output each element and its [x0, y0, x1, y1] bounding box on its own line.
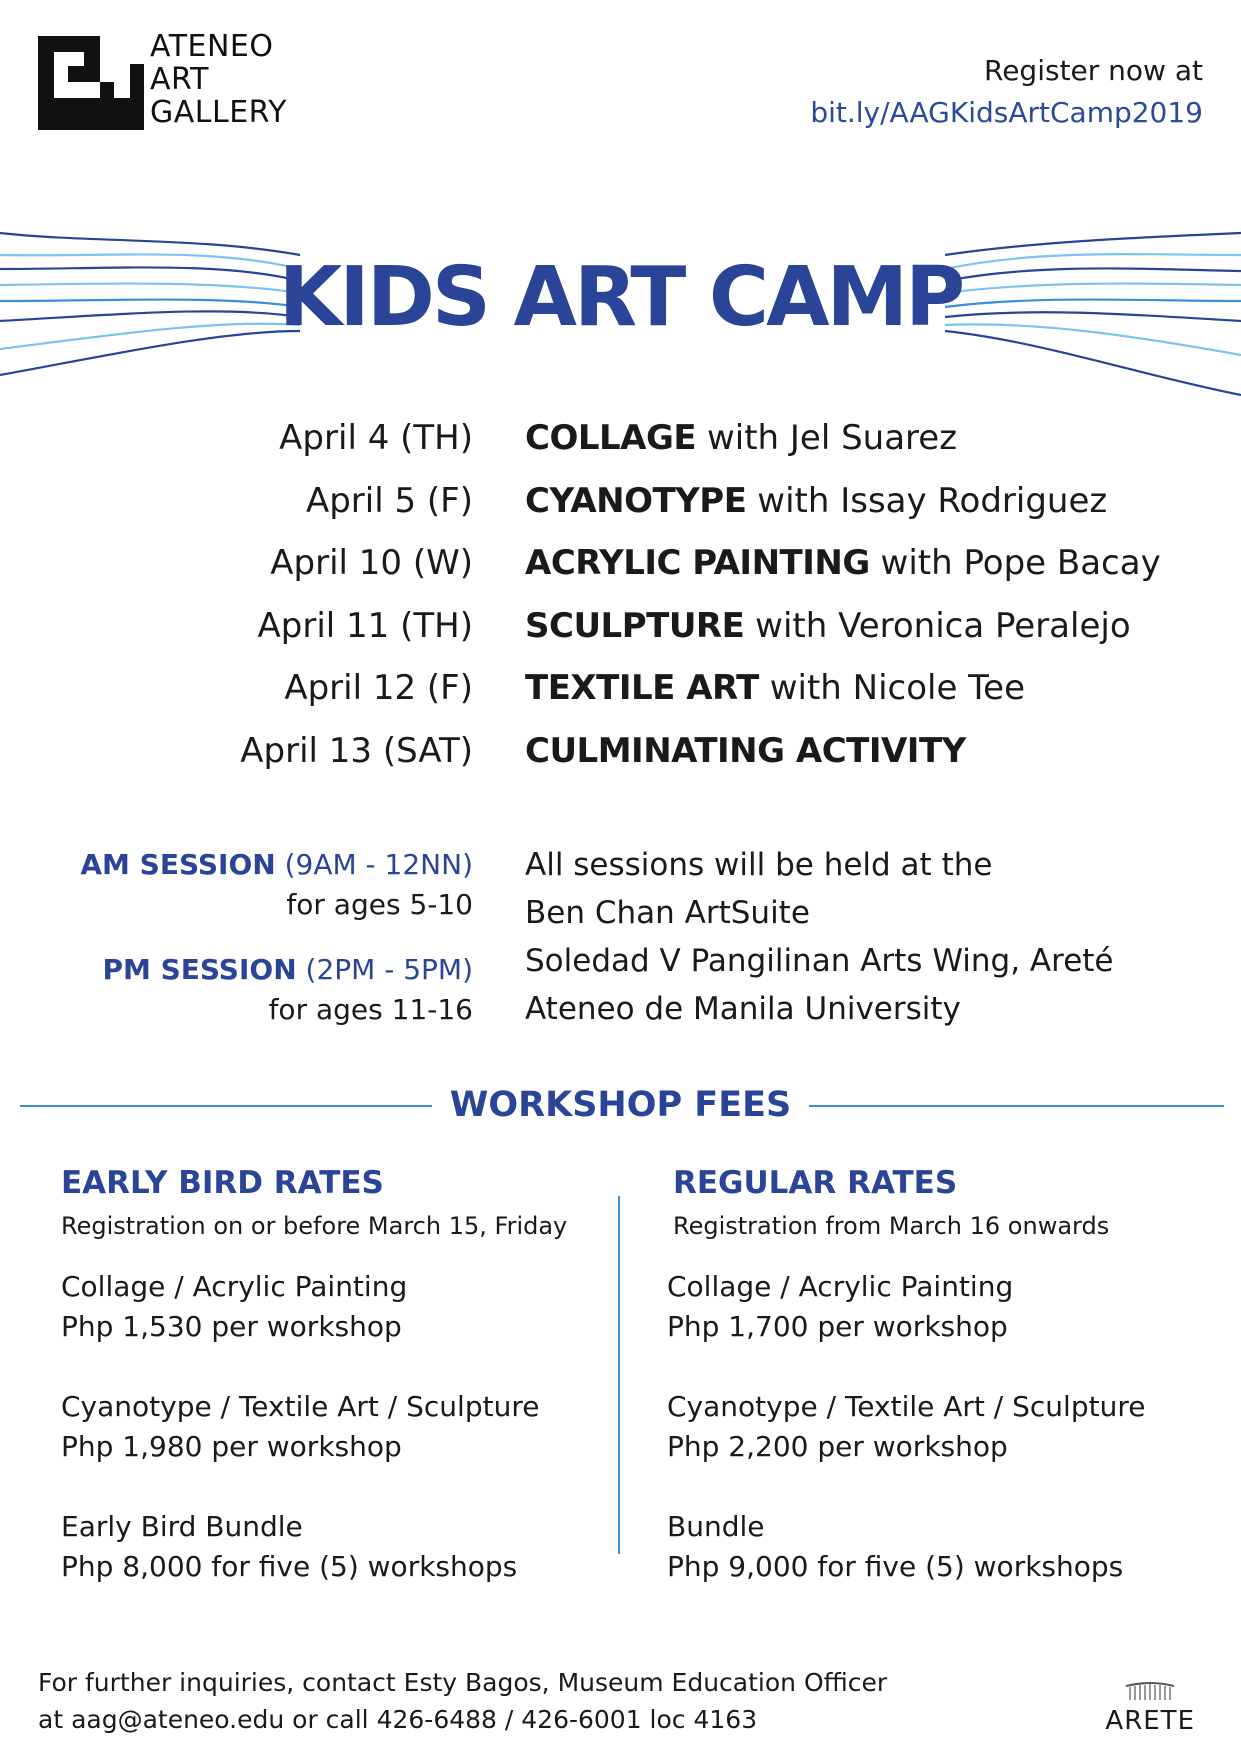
fee-item-name: Collage / Acrylic Painting — [667, 1270, 1014, 1303]
schedule-date: April 4 (TH) — [279, 418, 473, 458]
fee-item-price: Php 1,530 per workshop — [61, 1310, 402, 1343]
fee-item-name: Collage / Acrylic Painting — [61, 1270, 408, 1303]
regular-note: Registration from March 16 onwards — [673, 1212, 1110, 1240]
fee-item-price: Php 1,980 per workshop — [61, 1430, 402, 1463]
venue-line: Ateneo de Manila University — [525, 991, 961, 1027]
schedule-row — [0, 731, 1241, 794]
schedule-activity: TEXTILE ART with Nicole Tee — [525, 668, 1026, 708]
ateneo-art-gallery-logo-icon — [38, 36, 144, 130]
pm-session-title: PM SESSION (2PM - 5PM) — [102, 953, 473, 986]
schedule-row — [0, 606, 1241, 669]
fee-item-name: Cyanotype / Textile Art / Sculpture — [667, 1390, 1146, 1423]
early-bird-note: Registration on or before March 15, Friday — [61, 1212, 568, 1240]
schedule-row — [0, 481, 1241, 544]
venue-line: All sessions will be held at the — [525, 847, 993, 883]
schedule-activity: SCULPTURE with Veronica Peralejo — [525, 605, 1131, 646]
fee-item-price: Php 1,700 per workshop — [667, 1310, 1008, 1343]
schedule-date: April 11 (TH) — [257, 605, 473, 646]
regular-heading: REGULAR RATES — [673, 1165, 958, 1201]
schedule-activity: COLLAGE with Jel Suarez — [525, 418, 958, 458]
register-block — [810, 50, 1203, 134]
schedule-activity: ACRYLIC PAINTING with Pope Bacay — [525, 543, 1161, 583]
fee-item-name: Cyanotype / Textile Art / Sculpture — [61, 1390, 540, 1423]
schedule-date: April 12 (F) — [284, 668, 473, 708]
fees-title: WORKSHOP FEES — [0, 1085, 1241, 1125]
schedule-row — [0, 543, 1241, 606]
logo-line: ART — [150, 62, 210, 97]
schedule-activity: CYANOTYPE with Issay Rodriguez — [525, 480, 1108, 521]
venue-line: Ben Chan ArtSuite — [525, 895, 810, 931]
venue-line: Soledad V Pangilinan Arts Wing, Areté — [525, 943, 1114, 979]
schedule-date: April 5 (F) — [305, 480, 473, 521]
fee-item-price: Php 2,200 per workshop — [667, 1430, 1008, 1463]
fees-column-divider — [618, 1196, 620, 1554]
schedule-activity: CULMINATING ACTIVITY — [525, 730, 966, 771]
fee-item-name: Early Bird Bundle — [61, 1510, 303, 1543]
am-session-title: AM SESSION (9AM - 12NN) — [80, 848, 473, 881]
pm-session-ages: for ages 11-16 — [268, 993, 473, 1026]
schedule-list — [0, 418, 1241, 793]
fee-item-price: Php 9,000 for five (5) workshops — [667, 1550, 1124, 1583]
logo-line: GALLERY — [150, 95, 287, 130]
early-bird-heading: EARLY BIRD RATES — [61, 1165, 384, 1201]
footer-line: at aag@ateneo.edu or call 426-6488 / 426-6001 loc 4163 — [38, 1705, 758, 1734]
arete-wordmark: ARETE — [1105, 1706, 1195, 1736]
fee-item-price: Php 8,000 for five (5) workshops — [61, 1550, 518, 1583]
schedule-row — [0, 668, 1241, 731]
register-link[interactable]: bit.ly/AAGKidsArtCamp2019 — [810, 96, 1203, 129]
schedule-row — [0, 418, 1241, 481]
logo-line: ATENEO — [150, 29, 274, 64]
am-session-ages: for ages 5-10 — [286, 888, 473, 921]
page-title: KIDS ART CAMP — [278, 250, 963, 345]
register-label: Register now at — [984, 54, 1203, 87]
fee-item-name: Bundle — [667, 1510, 765, 1543]
arete-building-icon — [1124, 1680, 1176, 1702]
schedule-date: April 13 (SAT) — [240, 730, 473, 771]
footer-contact — [38, 1664, 887, 1738]
gallery-wordmark — [150, 30, 287, 129]
schedule-date: April 10 (W) — [270, 543, 473, 583]
footer-line: For further inquiries, contact Esty Bagos, Museum Education Officer — [38, 1668, 888, 1697]
venue-info — [525, 841, 1114, 1033]
arete-logo — [1105, 1680, 1195, 1736]
